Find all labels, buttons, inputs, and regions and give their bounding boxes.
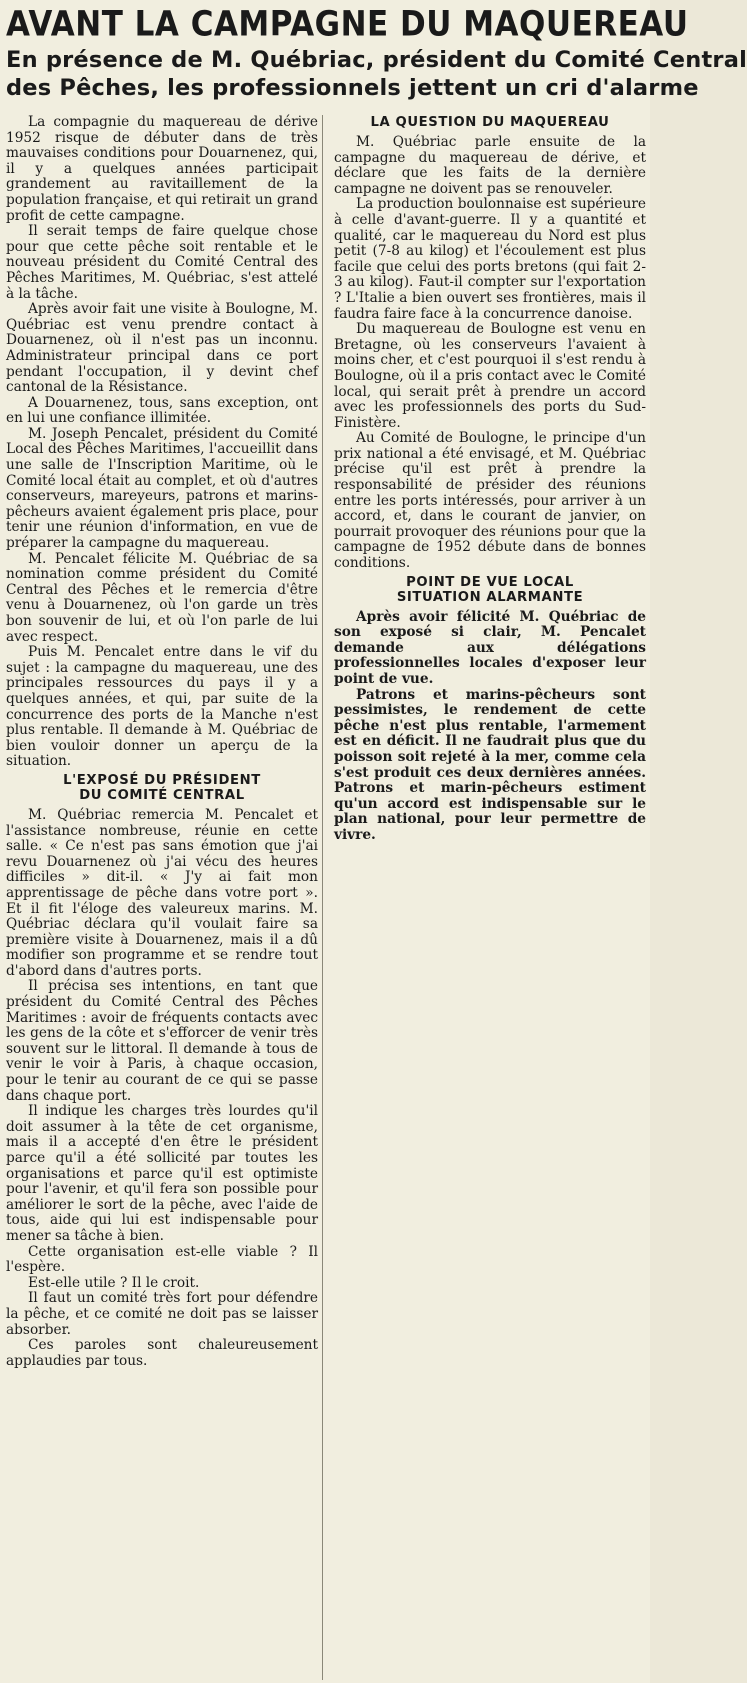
section-heading-line: POINT DE VUE LOCAL xyxy=(406,574,574,590)
section-heading-question xyxy=(334,115,646,130)
article-paragraph: Cette organisation est-elle viable ? Il l'espère. xyxy=(6,1243,318,1276)
subheadline-line-2: des Pêches, les professionnels jettent un cri d'alarme xyxy=(6,75,699,101)
section-heading-line: L'EXPOSÉ DU PRÉSIDENT xyxy=(63,772,261,788)
article-paragraph: La production boulonnaise est supérieure à celle d'avant-guerre. Il y a quantité et qualité, car le maquereau du Nord est plus petit (7-8 au kilog) et l'écoulement est plus facile que celui des ports bretons (qui fait 2-3 au kilog). Faut-il compter sur l'exportation ? L'Italie a bien ouvert ses frontières, mais il faudra faire face à la concurrence danoise. xyxy=(334,196,646,322)
article-paragraph: Patrons et marins-pêcheurs sont pessimistes, le rendement de cette pêche n'est plus rentable, l'armement est en déficit. Il ne faudrait plus que du poisson soit rejeté à la mer, comme cela s'est produit ces deux dernières années. Patrons et marin-pêcheurs estiment qu'un accord est indispensable sur le plan national, pour leur permettre de vivre. xyxy=(334,686,646,843)
article-paragraph: M. Québriac parle ensuite de la campagne du maquereau de dérive, et déclare que les faits de la dernière campagne ne doivent pas se renouveler. xyxy=(334,134,646,197)
section-heading-expose xyxy=(6,773,318,803)
article-paragraph: Du maquereau de Boulogne est venu en Bretagne, où les conserveurs l'avaient à moins cher, et c'est pourquoi il s'est rendu à Boulogne, où il a pris contact avec le Comité local, qui serait prêt à prendre un accord avec les professionnels des ports du Sud-Finistère. xyxy=(334,321,646,431)
subheadline xyxy=(6,46,747,102)
section-heading-line: SITUATION ALARMANTE xyxy=(396,589,584,605)
headline: AVANT LA CAMPAGNE DU MAQUEREAU xyxy=(6,4,689,45)
section-heading-line: LA QUESTION DU MAQUEREAU xyxy=(370,115,610,130)
article-paragraph: Ces paroles sont chaleureusement applaudies par tous. xyxy=(6,1337,318,1369)
article-paragraph: Au Comité de Boulogne, le principe d'un prix national a été envisagé, et M. Québriac précise qu'il est prêt à prendre la responsabilité de présider des réunions entre les ports intéressés, pour arriver à un accord, et, dans le courant de janvier, on pourrait provoquer des réunions pour que la campagne de 1952 débute dans de bonnes conditions. xyxy=(334,430,646,572)
article-paragraph: M. Joseph Pencalet, président du Comité Local des Pêches Maritimes, l'accueillit dans une salle de l'Inscription Maritime, où le Comité local était au complet, et où d'autres conserveurs, mareyeurs, patrons et marins-pêcheurs avaient également pris place, pour tenir une réunion d'information, en vue de préparer la campagne du maquereau. xyxy=(6,425,318,552)
section-heading-local xyxy=(334,575,646,605)
article-paragraph: Après avoir fait une visite à Boulogne, M. Québriac est venu prendre contact à Douarnenez, où il n'est pas un inconnu. Administrateur principal dans ce port pendant l'occupation, il y devint chef cantonal de la Résistance. xyxy=(6,301,318,396)
article-paragraph: Après avoir félicité M. Québriac de son exposé si clair, M. Pencalet demande aux délégations professionnelles locales d'exposer leur point de vue. xyxy=(334,608,646,687)
left-column xyxy=(6,115,318,1369)
article-paragraph: Il indique les charges très lourdes qu'il doit assumer à la tête de cet organisme, mais il a accepté d'en être le président parce qu'il a été sollicité par toutes les organisations et parce qu'il est optimiste pour l'avenir, et qu'il fera son possible pour améliorer le sort de la pêche, avec l'aide de tous, aide qui lui est indispensable pour mener sa tâche à bien. xyxy=(6,1103,318,1244)
article-paragraph: M. Pencalet félicite M. Québriac de sa nomination comme président du Comité Central des Pêches et le remercia d'être venu à Douarnenez, où l'on garde un très bon souvenir de lui, et où l'on parle de lui avec respect. xyxy=(6,550,318,645)
column-divider xyxy=(322,115,323,1680)
right-column xyxy=(334,115,646,844)
article-paragraph: A Douarnenez, tous, sans exception, ont en lui une confiance illimitée. xyxy=(6,394,318,427)
article-paragraph: Il faut un comité très fort pour défendre la pêche, et ce comité ne doit pas se laisser absorber. xyxy=(6,1290,318,1338)
article-paragraph: Est-elle utile ? Il le croit. xyxy=(28,1274,200,1291)
section-heading-line: DU COMITÉ CENTRAL xyxy=(79,787,245,803)
article-paragraph: La compagnie du maquereau de dérive 1952 risque de débuter dans de très mauvaises conditions pour Douarnenez, qui, il y a quelques années participait grandement au ravitaillement de la population française, et qui retirait un grand profit de cette campagne. xyxy=(6,114,318,224)
subheadline-line-1: En présence de M. Québriac, président du Comité Central xyxy=(6,47,747,73)
article-paragraph: Il serait temps de faire quelque chose pour que cette pêche soit rentable et le nouveau président du Comité Central des Pêches Maritimes, M. Québriac, s'est attelé à la tâche. xyxy=(6,223,318,302)
article-paragraph: Il précisa ses intentions, en tant que président du Comité Central des Pêches Maritimes : avoir de fréquents contacts avec les gens de la côte et s'efforcer de venir très souvent sur le littoral. Il demande à tous de venir le voir à Paris, à chaque occasion, pour le tenir au courant de ce qui se passe dans chaque port. xyxy=(6,978,318,1104)
article-paragraph: M. Québriac remercia M. Pencalet et l'assistance nombreuse, réunie en cette salle. « Ce n'est pas sans émotion que j'ai revu Douarnenez où j'ai vécu des heures difficiles » dit-il. « J'y ai fait mon apprentissage de pêche dans votre port ». Et il fit l'éloge des valeureux marins. M. Québriac déclara qu'il voulait faire sa première visite à Douarnenez, mais il a dû modifier son programme et se rendre tout d'abord dans d'autres ports. xyxy=(6,806,318,979)
article-paragraph: Puis M. Pencalet entre dans le vif du sujet : la campagne du maquereau, une des principales ressources du pays il y a quelques années, et qui, par suite de la concurrence des ports de la Manche n'est plus rentable. Il demande à M. Québriac de bien vouloir donner un aperçu de la situation. xyxy=(6,644,318,770)
